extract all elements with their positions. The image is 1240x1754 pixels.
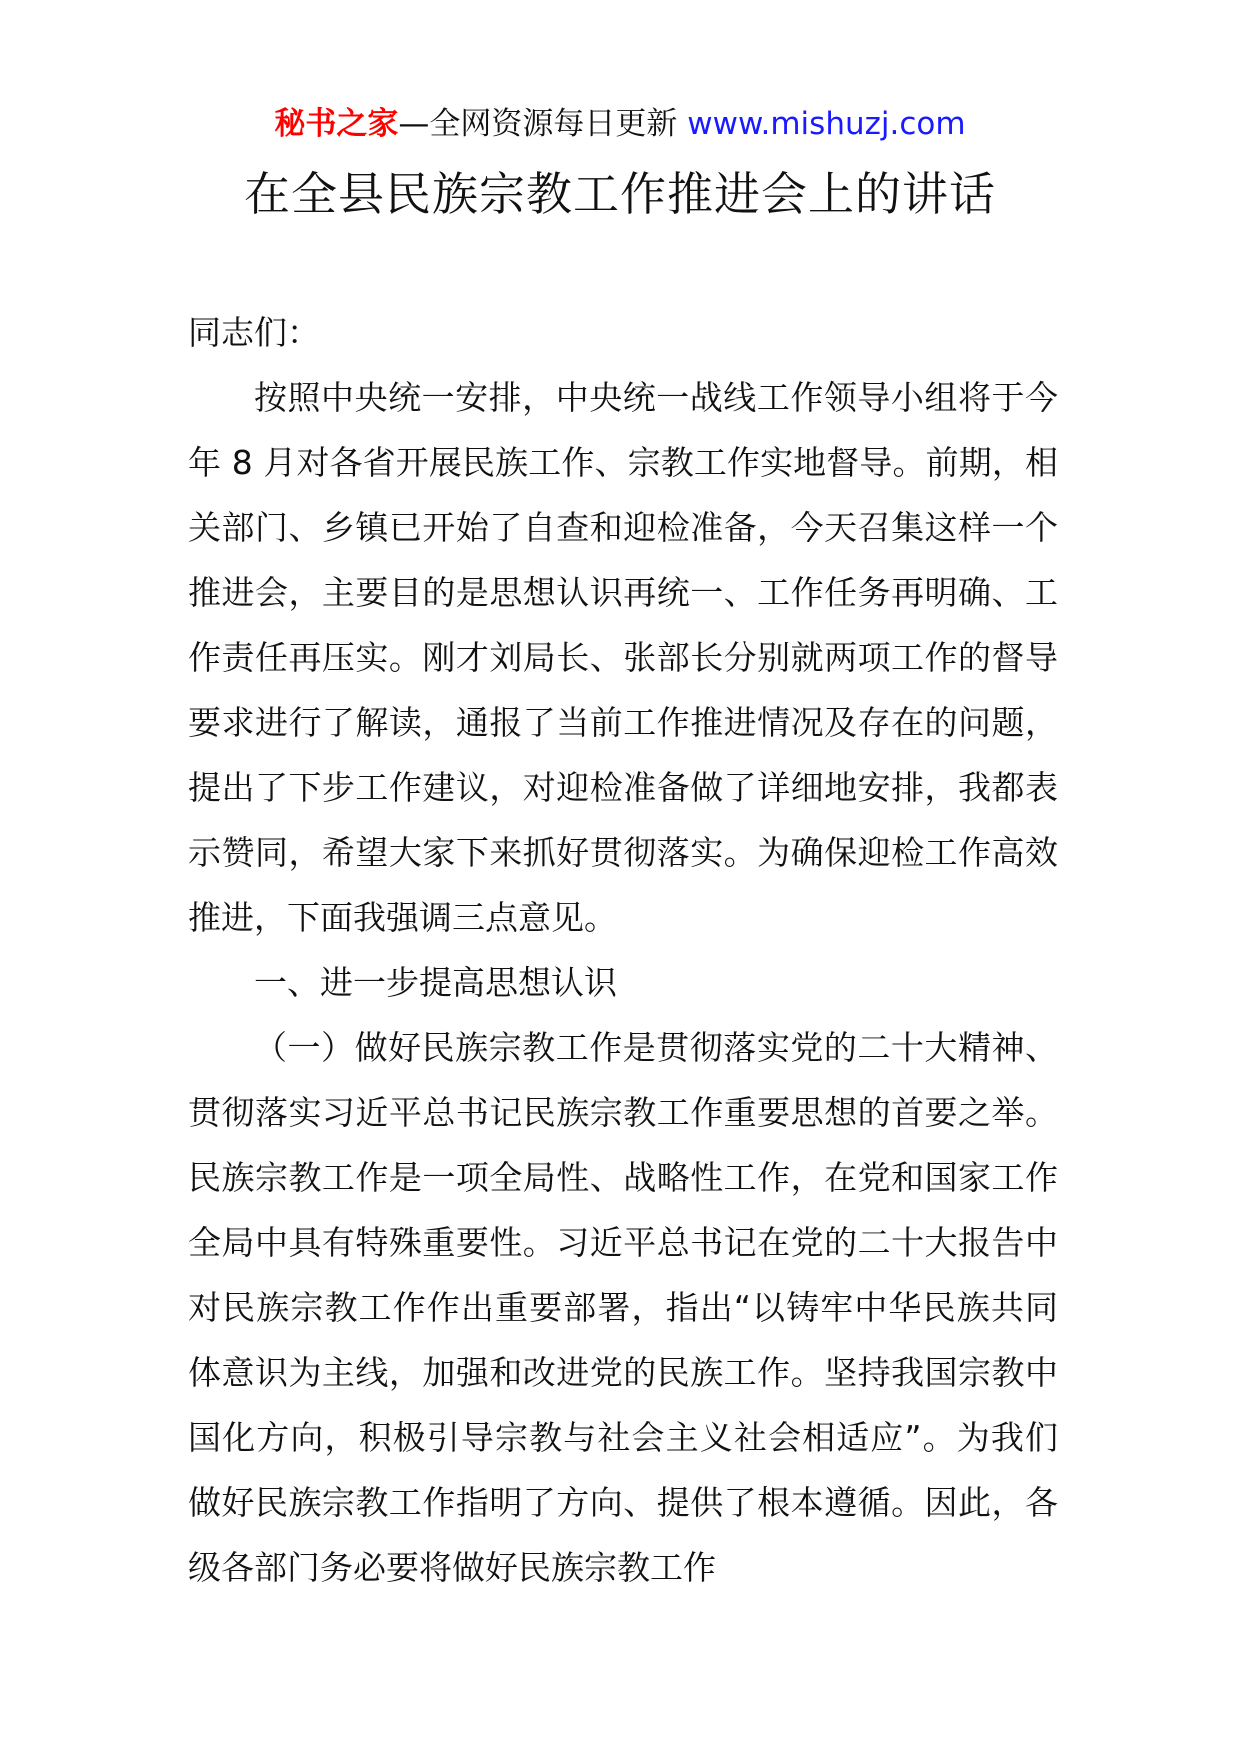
- document-title: 在全县民族宗教工作推进会上的讲话: [244, 167, 996, 221]
- document-body: [188, 300, 1058, 1600]
- paragraph-intro: 按照中央统一安排，中央统一战线工作领导小组将于今年 8 月对各省开展民族工作、宗教工作实地督导。前期，相关部门、乡镇已开始了自查和迎检准备，今天召集这样一个推进会，主要目的是思想认识再统一、工作任务再明确、工作责任再压实。刚才刘局长、张部长分别就两项工作的督导要求进行了解读，通报了当前工作推进情况及存在的问题，提出了下步工作建议，对迎检准备做了详细地安排，我都表示赞同，希望大家下来抓好贯彻落实。为确保迎检工作高效推进，下面我强调三点意见。: [188, 378, 1058, 937]
- watermark-header: [0, 104, 1240, 144]
- section-heading: 一、进一步提高思想认识: [254, 963, 617, 1002]
- site-url-link[interactable]: www.mishuzj.com: [687, 106, 966, 142]
- header-tagline: —全网资源每日更新: [398, 106, 688, 142]
- salutation: 同志们：: [188, 313, 320, 352]
- paragraph-section-1: （一）做好民族宗教工作是贯彻落实党的二十大精神、贯彻落实习近平总书记民族宗教工作重要思想的首要之举。民族宗教工作是一项全局性、战略性工作，在党和国家工作全局中具有特殊重要性。习近平总书记在党的二十大报告中对民族宗教工作作出重要部署，指出“以铸牢中华民族共同体意识为主线，加强和改进党的民族工作。坚持我国宗教中国化方向，积极引导宗教与社会主义社会相适应”。为我们做好民族宗教工作指明了方向、提供了根本遵循。因此，各级各部门务必要将做好民族宗教工作: [188, 1028, 1058, 1587]
- brand-name: 秘书之家: [274, 106, 399, 142]
